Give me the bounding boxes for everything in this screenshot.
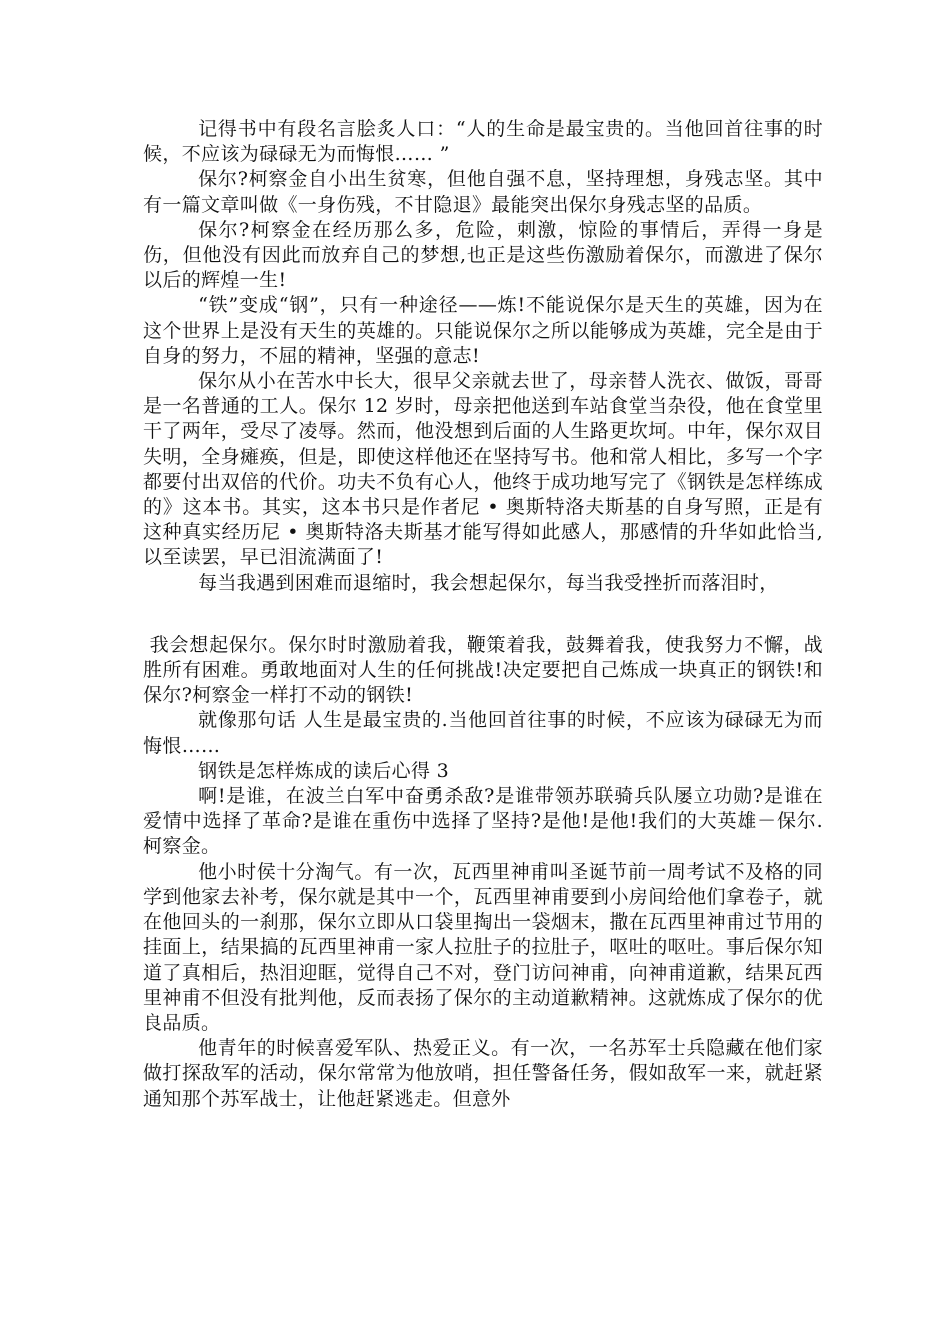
paragraph-poverty: 保尔?柯察金自小出生贫寒，但他自强不息，坚持理想，身残志坚。其中有一篇文章叫做《一身伤残，不甘隐退》最能突出保尔身残志坚的品质。 <box>143 168 823 216</box>
paragraph-childhood: 保尔从小在苦水中长大，很早父亲就去世了，母亲替人洗衣、做饭，哥哥是一名普通的工人。保尔 12 岁时，母亲把他送到车站食堂当杂役，他在食堂里干了两年，受尽了凌辱。然而，他没想到后面的人生路更坎坷。中年，保尔双目失明，全身瘫痪，但是，即使这样他还在坚持写书。他和常人相比，多写一个字都要付出双倍的代价。功夫不负有心人，他终于成功地写完了《钢铁是怎样练成的》这本书。其实，这本书只是作者尼 • 奥斯特洛夫斯基的自身写照，正是有这种真实经历尼 • 奥斯特洛夫斯基才能写得如此感人，那感情的升华如此恰当,以至读罢，早已泪流满面了! <box>143 370 823 569</box>
paragraph-youth: 他青年的时候喜爱军队、热爱正义。有一次，一名苏军士兵隐藏在他们家做打探敌军的活动，保尔常常为他放哨，担任警备任务，假如敌军一来，就赶紧通知那个苏军战士，让他赶紧逃走。但意外 <box>143 1037 823 1110</box>
paragraph-quote-intro: 记得书中有段名言脍炙人口：“人的生命是最宝贵的。当他回首往事的时候，不应该为碌碌无为而悔恨…… ” <box>143 118 823 166</box>
paragraph-who-is-he: 啊!是谁，在波兰白军中奋勇杀敌?是谁带领苏联骑兵队屡立功勋?是谁在爱情中选择了革命?是谁在重伤中选择了坚持?是他!是他!我们的大英雄－保尔.柯察金。 <box>143 785 823 858</box>
paragraph-gap <box>143 596 823 633</box>
paragraph-life-precious: 就像那句话 人生是最宝贵的.当他回首往事的时候，不应该为碌碌无为而悔恨…… <box>143 709 823 757</box>
paragraph-wounds: 保尔?柯察金在经历那么多，危险，刺激，惊险的事情后，弄得一身是伤，但他没有因此而放弃自己的梦想,也正是这些伤激励着保尔，而激进了保尔以后的辉煌一生! <box>143 218 823 292</box>
paragraph-inspiration: 我会想起保尔。保尔时时激励着我，鞭策着我，鼓舞着我，使我努力不懈，战胜所有困难。勇敢地面对人生的任何挑战!决定要把自己炼成一块真正的钢铁!和保尔?柯察金一样打不动的钢铁! <box>143 633 823 707</box>
section-heading: 钢铁是怎样炼成的读后心得 3 <box>198 759 450 782</box>
document-page <box>143 117 823 1112</box>
paragraph-iron-to-steel: “铁”变成“钢”，只有一种途径——炼!不能说保尔是天生的英雄，因为在这个世界上是没有天生的英雄的。只能说保尔之所以能够成为英雄，完全是由于自身的努力，不屈的精神，坚强的意志! <box>143 294 823 367</box>
paragraph-difficulty: 每当我遇到困难而退缩时，我会想起保尔，每当我受挫折而落泪时， <box>198 571 779 594</box>
paragraph-naughty-child: 他小时侯十分淘气。有一次，瓦西里神甫叫圣诞节前一周考试不及格的同学到他家去补考，保尔就是其中一个，瓦西里神甫要到小房间给他们拿卷子，就在他回头的一刹那，保尔立即从口袋里掏出一袋烟末，撒在瓦西里神甫过节用的挂面上，结果搞的瓦西里神甫一家人拉肚子的拉肚子，呕吐的呕吐。事后保尔知道了真相后，热泪迎眶，觉得自己不对，登门访问神甫，向神甫道歉，结果瓦西里神甫不但没有批判他，反而表扬了保尔的主动道歉精神。这就炼成了保尔的优良品质。 <box>143 860 823 1034</box>
